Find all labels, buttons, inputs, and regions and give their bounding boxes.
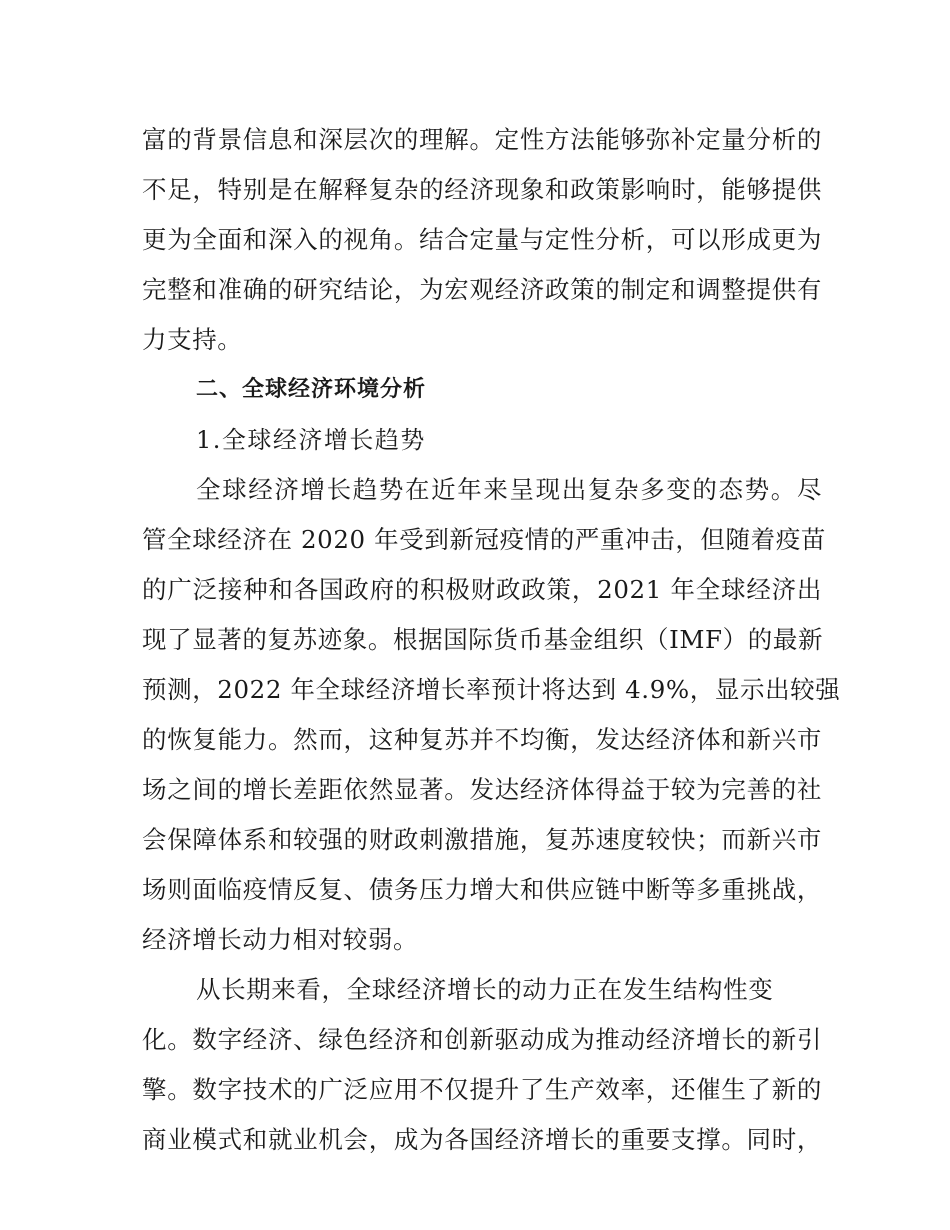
paragraph-line: 场之间的增长差距依然显著。发达经济体得益于较为完善的社 <box>142 775 822 804</box>
paragraph-line: 场则面临疫情反复、债务压力增大和供应链中断等多重挑战， <box>142 875 822 904</box>
paragraph-line: 的广泛接种和各国政府的积极财政政策，2021 年全球经济出 <box>142 575 822 604</box>
paragraph-line: 不足，特别是在解释复杂的经济现象和政策影响时，能够提供 <box>142 175 822 204</box>
paragraph-line: 管全球经济在 2020 年受到新冠疫情的严重冲击，但随着疫苗 <box>142 525 826 554</box>
paragraph-line: 从长期来看，全球经济增长的动力正在发生结构性变 <box>196 975 774 1004</box>
paragraph-line: 化。数字经济、绿色经济和创新驱动成为推动经济增长的新引 <box>142 1025 822 1054</box>
paragraph-line: 完整和准确的研究结论，为宏观经济政策的制定和调整提供有 <box>142 275 822 304</box>
paragraph-line: 会保障体系和较强的财政刺激措施，复苏速度较快；而新兴市 <box>142 825 822 854</box>
paragraph-line: 更为全面和深入的视角。结合定量与定性分析，可以形成更为 <box>142 225 822 254</box>
paragraph-line: 擎。数字技术的广泛应用不仅提升了生产效率，还催生了新的 <box>142 1075 822 1104</box>
paragraph-line: 商业模式和就业机会，成为各国经济增长的重要支撑。同时， <box>142 1125 822 1154</box>
paragraph-line: 力支持。 <box>142 325 243 354</box>
subsection-heading: 1.全球经济增长趋势 <box>196 426 426 454</box>
paragraph-line: 预测，2022 年全球经济增长率预计将达到 4.9%，显示出较强 <box>142 675 841 704</box>
paragraph-line: 经济增长动力相对较弱。 <box>142 925 419 954</box>
paragraph-line: 全球经济增长趋势在近年来呈现出复杂多变的态势。尽 <box>196 475 822 504</box>
section-heading: 二、全球经济环境分析 <box>196 377 427 402</box>
paragraph-line: 富的背景信息和深层次的理解。定性方法能够弥补定量分析的 <box>142 125 822 154</box>
paragraph-line: 的恢复能力。然而，这种复苏并不均衡，发达经济体和新兴市 <box>142 725 822 754</box>
paragraph-line: 现了显著的复苏迹象。根据国际货币基金组织（IMF）的最新 <box>142 625 824 654</box>
